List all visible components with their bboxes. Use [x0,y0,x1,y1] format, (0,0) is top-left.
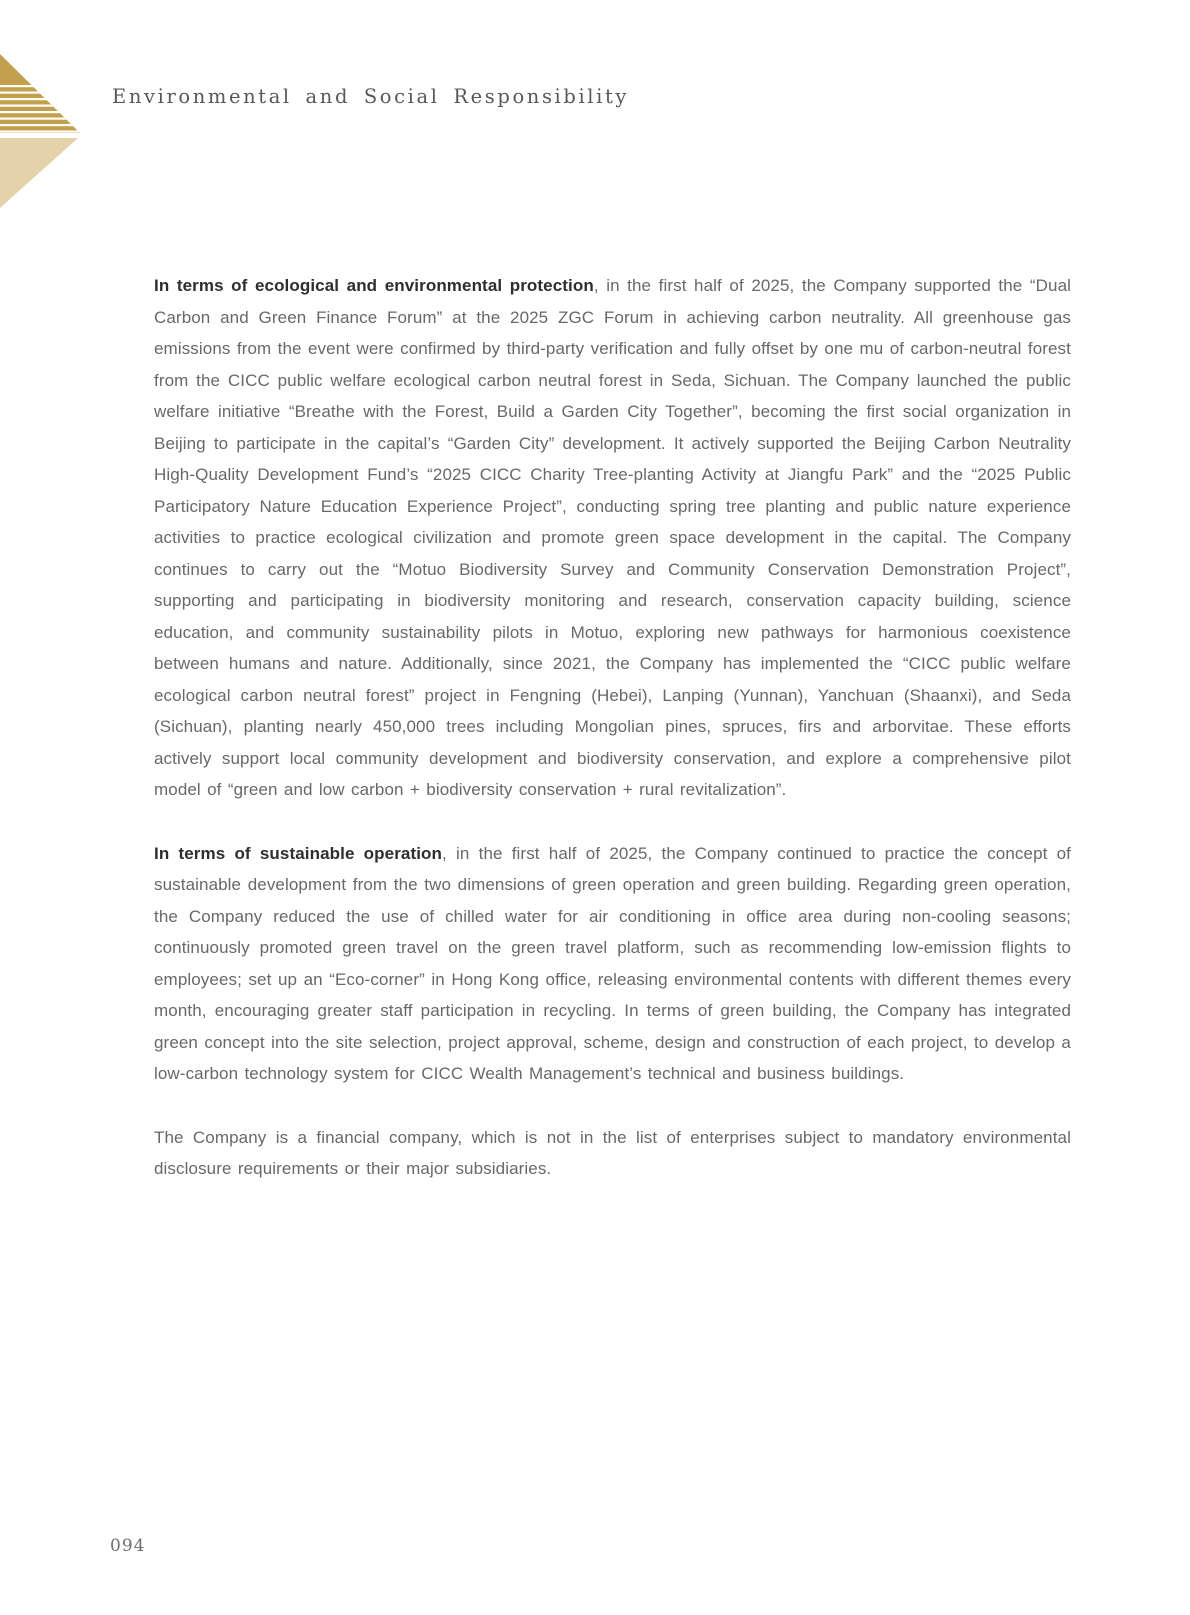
page-title: Environmental and Social Responsibility [112,85,630,108]
paragraph-body-text: , in the first half of 2025, the Company continued to practice the concept of sustainable development from the two dimensions of green operation and green building. Regarding green operation, the Company reduced the use of chilled water for air conditioning in office area during non-cooling seasons; continuously promoted green travel on the green travel platform, such as recommending low-emission flights to employees; set up an “Eco-corner” in Hong Kong office, releasing environmental contents with different themes every month, encouraging greater staff participation in recycling. In terms of green building, the Company has integrated green concept into the site selection, project approval, scheme, design and construction of each project, to develop a low-carbon technology system for CICC Wealth Management’s technical and business buildings. [154,843,1071,1083]
corner-logo [0,54,82,210]
paragraph-ecological-protection [154,270,1071,806]
paragraph-body-text: The Company is a financial company, which is not in the list of enterprises subject to mandatory environmental disclosure requirements or their major subsidiaries. [154,1127,1071,1178]
paragraph-bold-lead: In terms of ecological and environmental protection [154,276,594,295]
corner-logo-icon [0,54,82,210]
paragraph-sustainable-operation [154,838,1071,1090]
paragraph-body-text: , in the first half of 2025, the Company supported the “Dual Carbon and Green Finance Forum” at the 2025 ZGC Forum in achieving carbon neutrality. All greenhouse gas emissions from the event were confirmed by third-party verification and fully offset by one mu of carbon-neutral forest from the CICC public welfare ecological carbon neutral forest in Seda, Sichuan. The Company launched the public welfare initiative “Breathe with the Forest, Build a Garden City Together”, becoming the first social organization in Beijing to participate in the capital’s “Garden City” development. It actively supported the Beijing Carbon Neutrality High-Quality Development Fund’s “2025 CICC Charity Tree-planting Activity at Jiangfu Park” and the “2025 Public Participatory Nature Education Experience Project”, conducting spring tree planting and public nature experience activities to practice ecological civilization and promote green space development in the capital. The Company continues to carry out the “Motuo Biodiversity Survey and Community Conservation Demonstration Project”, supporting and participating in biodiversity monitoring and research, conservation capacity building, science education, and community sustainability pilots in Motuo, exploring new pathways for harmonious coexistence between humans and nature. Additionally, since 2021, the Company has implemented the “CICC public welfare ecological carbon neutral forest” project in Fengning (Hebei), Lanping (Yunnan), Yanchuan (Shaanxi), and Seda (Sichuan), planting nearly 450,000 trees including Mongolian pines, spruces, firs and arborvitae. These efforts actively support local community development and biodiversity conservation, and explore a comprehensive pilot model of “green and low carbon + biodiversity conservation + rural revitalization”. [154,276,1071,799]
content-area [154,270,1071,1185]
paragraph-disclosure-note [154,1122,1071,1185]
page-number: 094 [110,1536,146,1556]
paragraph-bold-lead: In terms of sustainable operation [154,843,443,863]
